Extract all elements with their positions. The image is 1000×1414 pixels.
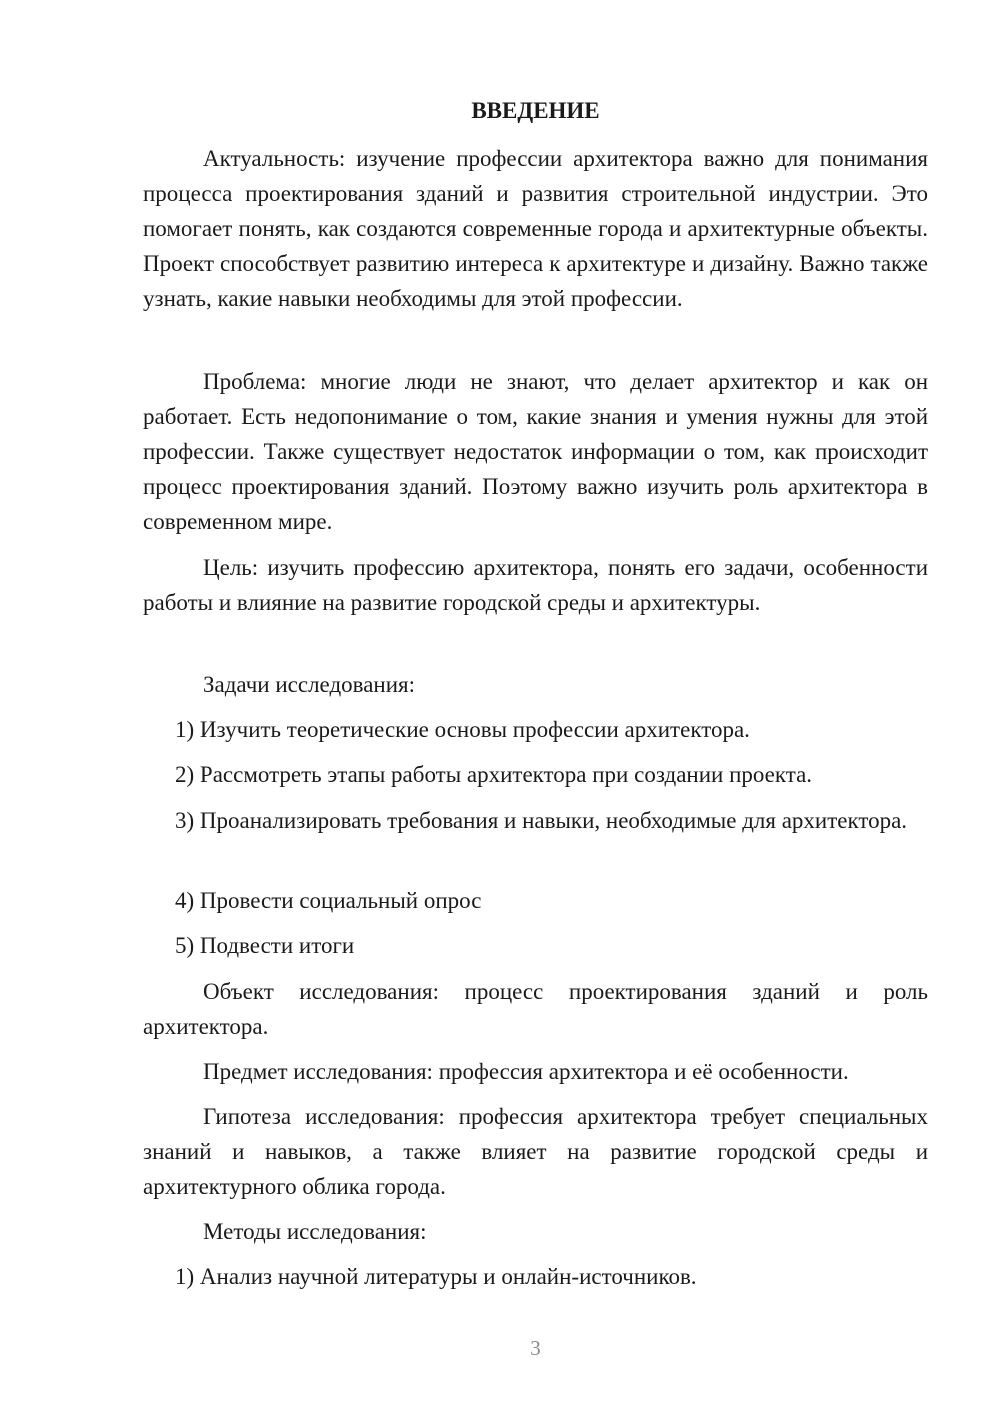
task-item-4: 4) Провести социальный опрос — [175, 888, 482, 913]
subject-paragraph: Предмет исследования: профессия архитектора и её особенности. — [203, 1059, 849, 1084]
methods-title: Методы исследования: — [203, 1219, 427, 1244]
task-item-5: 5) Подвести итоги — [175, 933, 355, 958]
page-number: 3 — [530, 1336, 541, 1360]
tasks-title: Задачи исследования: — [203, 672, 416, 697]
task-item-1: 1) Изучить теоретические основы профессии архитектора. — [175, 717, 750, 742]
task-item-3: 3) Проанализировать требования и навыки, необходимые для архитектора. — [175, 808, 908, 833]
goal-paragraph: Цель: изучить профессию архитектора, понять его задачи, особенности работы и влияние на развитие городской среды и архитектуры. — [143, 555, 928, 615]
task-item-2: 2) Рассмотреть этапы работы архитектора при создании проекта. — [175, 762, 813, 787]
hypothesis-paragraph: Гипотеза исследования: профессия архитектора требует специальных знаний и навыков, а также влияет на развитие городской среды и архитектурного облика города. — [143, 1104, 928, 1199]
document-page — [143, 0, 928, 1414]
object-paragraph: Объект исследования: процесс проектирования зданий и роль архитектора. — [143, 979, 928, 1039]
problem-paragraph: Проблема: многие люди не знают, что делает архитектор и как он работает. Есть недопонимание о том, какие знания и умения нужны для этой профессии. Также существует недостаток информации о том, как происходит процесс проектирования зданий. Поэтому важно изучить роль архитектора в современном мире. — [143, 369, 928, 534]
page-heading: ВВЕДЕНИЕ — [471, 98, 600, 123]
method-item-1: 1) Анализ научной литературы и онлайн-источников. — [175, 1264, 697, 1289]
relevance-paragraph: Актуальность: изучение профессии архитектора важно для понимания процесса проектирования зданий и развития строительной индустрии. Это помогает понять, как создаются современные города и архитектурные объекты. Проект способствует развитию интереса к архитектуре и дизайну. Важно также узнать, какие навыки необходимы для этой профессии. — [143, 146, 928, 311]
